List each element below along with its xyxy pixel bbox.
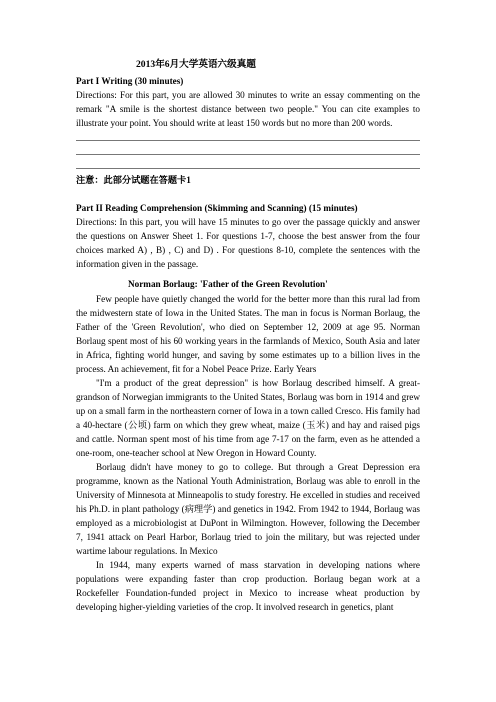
document-page bbox=[76, 58, 420, 614]
answer-line bbox=[76, 154, 420, 155]
part1-heading: Part I Writing (30 minutes) bbox=[76, 76, 184, 86]
paragraph: "I'm a product of the great depression" is how Borlaug described himself. A great-grandson of Norwegian immigrants to the United States, Borlaug was born in 1914 and grew up on a small farm in the northeastern corner of Iowa in a town called Cresco. His family had a 40-hectare (公顷) farm on which they grew wheat, maize (玉米) and hay and raised pigs and cattle. Norman spent most of his time from age 7-17 on the farm, even as he attended a one-room, one-teacher school at New Oregon in Howard County. bbox=[76, 378, 420, 458]
passage-title: Norman Borlaug: 'Father of the Green Revolution' bbox=[128, 279, 328, 289]
part1-directions: Directions: For this part, you are allowed 30 minutes to write an essay commenting on the remark "A smile is the shortest distance between two people." You can cite examples to illustrate your point. You should write at least 150 words but no more than 200 words. bbox=[76, 90, 420, 128]
paragraph: In 1944, many experts warned of mass starvation in developing nations where populations were expanding faster than crop production. Borlaug began work at a Rockefeller Foundation-funded project in Mexico to increase wheat production by developing higher-yielding varieties of the crop. It involved research in genetics, plant bbox=[76, 560, 420, 612]
answer-line bbox=[76, 140, 420, 141]
answer-line bbox=[76, 168, 420, 169]
document-title: 2013年6月大学英语六级真题 bbox=[136, 59, 256, 70]
part2-heading: Part II Reading Comprehension (Skimming and Scanning) (15 minutes) bbox=[76, 203, 358, 213]
part2-directions: Directions: In this part, you will have 15 minutes to go over the passage quickly and answer the questions on Answer Sheet 1. For questions 1-7, choose the best answer from the four choices marked A) , B) , C) and D) . For questions 8-10, complete the sentences with the information given in the passage. bbox=[76, 217, 420, 269]
note: 注意：此部分试题在答题卡1 bbox=[76, 175, 191, 185]
answer-lines bbox=[76, 140, 420, 169]
paragraph: Few people have quietly changed the world for the better more than this rural lad from the midwestern state of Iowa in the United States. The man in focus is Norman Borlaug, the Father of the 'Green Revolution', who died on September 12, 2009 at age 95. Norman Borlaug spent most of his 60 working years in the farmlands of Mexico, South Asia and later in Africa, fighting world hunger, and saving by some estimates up to a billion lives in the process. An achievement, fit for a Nobel Peace Prize. Early Years bbox=[76, 294, 420, 374]
paragraph: Borlaug didn't have money to go to college. But through a Great Depression era programme, known as the National Youth Administration, Borlaug was able to enroll in the University of Minnesota at Minneapolis to study forestry. He excelled in studies and received his Ph.D. in plant pathology (病理学) and genetics in 1942. From 1942 to 1944, Borlaug was employed as a microbiologist at DuPont in Wilmington. However, following the December 7, 1941 attack on Pearl Harbor, Borlaug tried to join the military, but was rejected under wartime labour regulations. In Mexico bbox=[76, 462, 420, 556]
